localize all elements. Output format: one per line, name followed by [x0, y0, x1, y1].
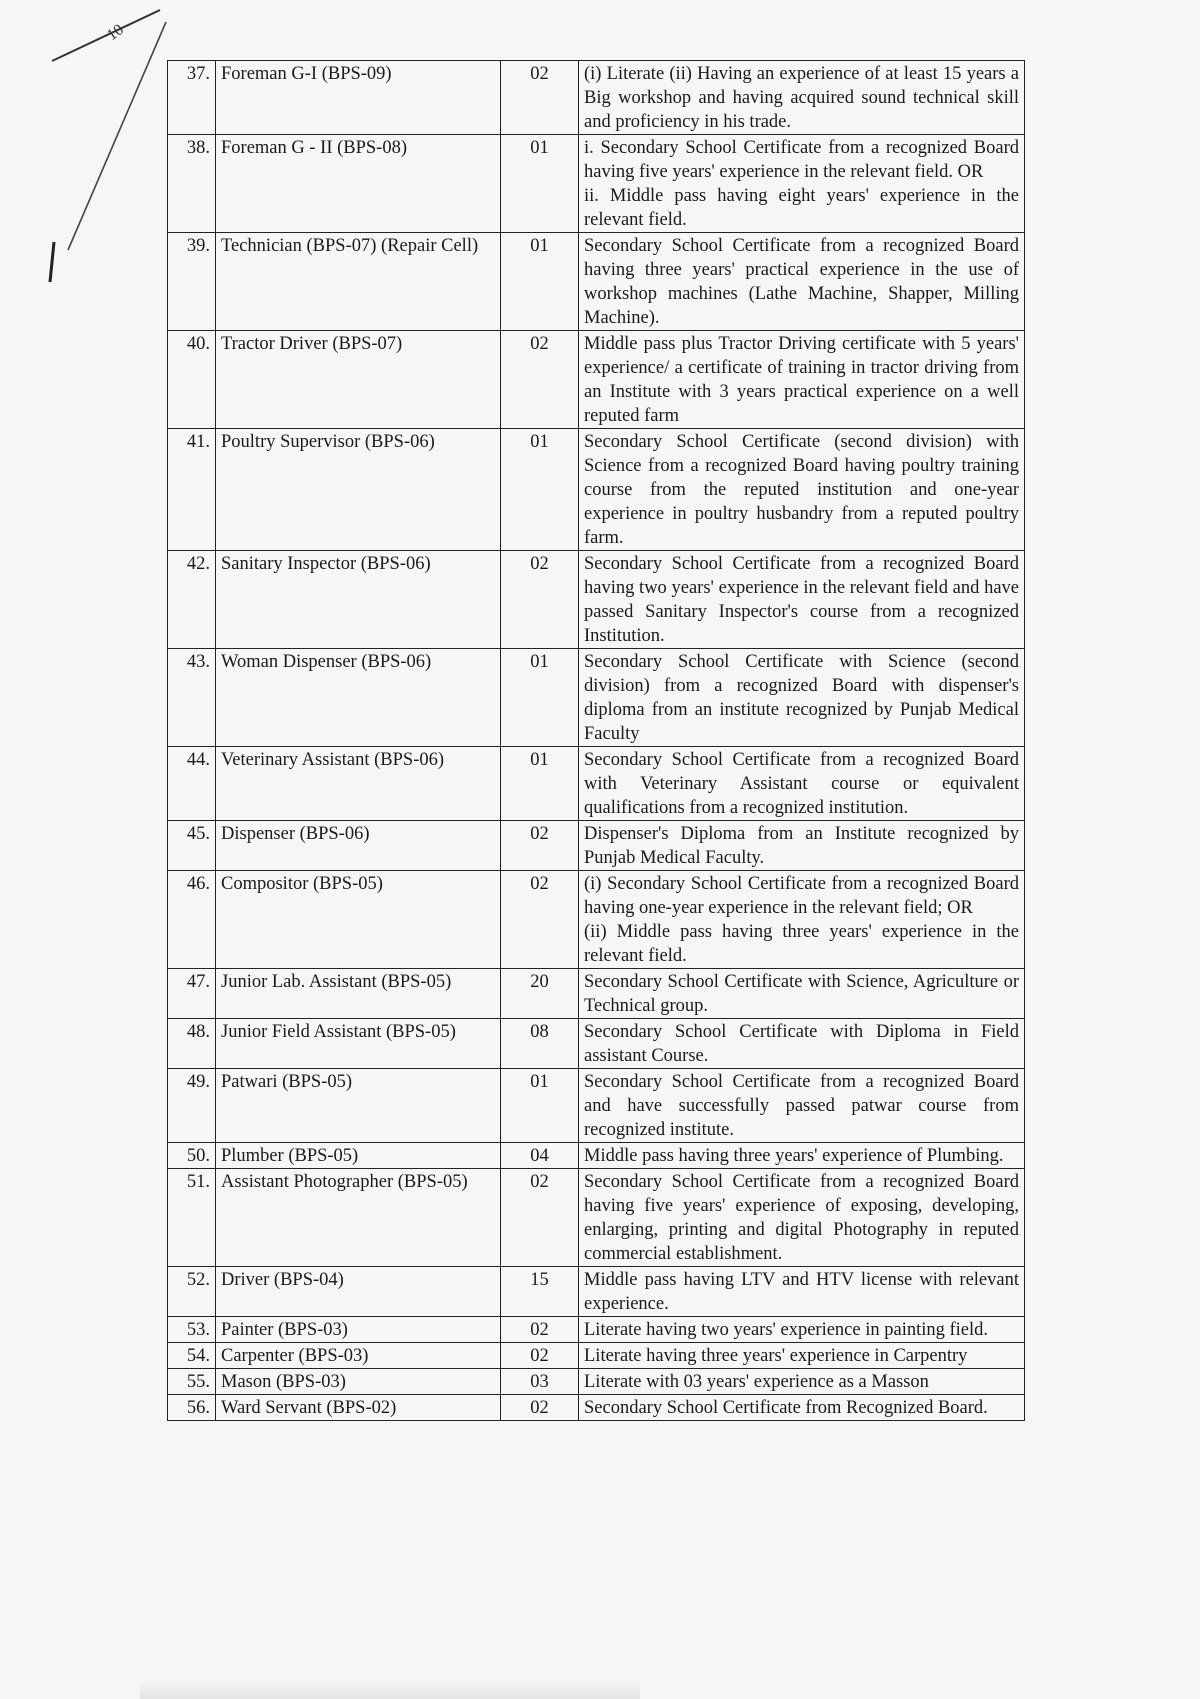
serial-number-cell: 53.: [168, 1317, 216, 1343]
table-row: [168, 747, 1025, 821]
qualification-cell: [579, 969, 1025, 1019]
serial-number-cell: 47.: [168, 969, 216, 1019]
qualification-cell: [579, 135, 1025, 233]
post-count-cell: 01: [501, 649, 579, 747]
post-name-cell: Sanitary Inspector (BPS-06): [216, 551, 501, 649]
post-name-cell: Plumber (BPS-05): [216, 1143, 501, 1169]
qualification-text: Literate having three years' experience in Carpentry: [584, 1346, 968, 1366]
serial-number-cell: 38.: [168, 135, 216, 233]
serial-number-cell: 48.: [168, 1019, 216, 1069]
serial-number-cell: 40.: [168, 331, 216, 429]
post-name-cell: Junior Lab. Assistant (BPS-05): [216, 969, 501, 1019]
serial-number-cell: 51.: [168, 1169, 216, 1267]
table-row: [168, 871, 1025, 969]
post-name-cell: Tractor Driver (BPS-07): [216, 331, 501, 429]
qualification-text: Secondary School Certificate with Science (second division) from a recognized Board with dispenser's diploma from an institute recognized by Punjab Medical Faculty: [584, 652, 1019, 744]
post-name-cell: Compositor (BPS-05): [216, 871, 501, 969]
post-count-cell: 02: [501, 821, 579, 871]
table-row: [168, 649, 1025, 747]
post-name-cell: Technician (BPS-07) (Repair Cell): [216, 233, 501, 331]
qualification-text: Literate having two years' experience in painting field.: [584, 1320, 989, 1340]
table-row: [168, 61, 1025, 135]
serial-number-cell: 46.: [168, 871, 216, 969]
post-count-cell: 02: [501, 871, 579, 969]
qualification-text: Middle pass having three years' experience of Plumbing.: [584, 1146, 1004, 1166]
qualification-cell: [579, 649, 1025, 747]
table-row: [168, 1317, 1025, 1343]
qualification-text: ii. Middle pass having eight years' experience in the relevant field.: [584, 186, 1019, 230]
post-name-cell: Veterinary Assistant (BPS-06): [216, 747, 501, 821]
post-count-cell: 04: [501, 1143, 579, 1169]
post-count-cell: 08: [501, 1019, 579, 1069]
qualification-cell: [579, 1169, 1025, 1267]
qualification-text: Secondary School Certificate with Diploma in Field assistant Course.: [584, 1022, 1019, 1066]
serial-number-cell: 55.: [168, 1369, 216, 1395]
serial-number-cell: 54.: [168, 1343, 216, 1369]
table-row: [168, 821, 1025, 871]
serial-number-cell: 44.: [168, 747, 216, 821]
post-count-cell: 02: [501, 61, 579, 135]
qualification-cell: [579, 1143, 1025, 1169]
table-row: [168, 1267, 1025, 1317]
post-count-cell: 02: [501, 1343, 579, 1369]
qualification-cell: [579, 747, 1025, 821]
post-name-cell: Junior Field Assistant (BPS-05): [216, 1019, 501, 1069]
post-name-cell: Ward Servant (BPS-02): [216, 1395, 501, 1421]
qualification-cell: [579, 331, 1025, 429]
qualification-text: Secondary School Certificate from a recognized Board with Veterinary Assistant course or equivalent qualifications from a recognized institution.: [584, 750, 1019, 818]
table-row: [168, 1069, 1025, 1143]
qualification-cell: [579, 821, 1025, 871]
qualification-text: Secondary School Certificate from a recognized Board having two years' experience in the relevant field and have passed Sanitary Inspector's course from a recognized Institution.: [584, 554, 1019, 646]
table-row: [168, 1143, 1025, 1169]
serial-number-cell: 39.: [168, 233, 216, 331]
post-name-cell: Mason (BPS-03): [216, 1369, 501, 1395]
qualification-cell: [579, 429, 1025, 551]
serial-number-cell: 56.: [168, 1395, 216, 1421]
qualification-text: Secondary School Certificate with Science, Agriculture or Technical group.: [584, 972, 1019, 1016]
qualification-cell: [579, 871, 1025, 969]
serial-number-cell: 50.: [168, 1143, 216, 1169]
post-count-cell: 20: [501, 969, 579, 1019]
qualification-cell: [579, 1267, 1025, 1317]
post-name-cell: Assistant Photographer (BPS-05): [216, 1169, 501, 1267]
qualification-text: Secondary School Certificate from a recognized Board having three years' practical experience in the use of workshop machines (Lathe Machine, Shapper, Milling Machine).: [584, 236, 1019, 328]
post-name-cell: Patwari (BPS-05): [216, 1069, 501, 1143]
serial-number-cell: 41.: [168, 429, 216, 551]
qualification-cell: [579, 1395, 1025, 1421]
qualification-text: (i) Literate (ii) Having an experience of at least 15 years a Big workshop and having acquired sound technical skill and proficiency in his trade.: [584, 64, 1019, 132]
serial-number-cell: 37.: [168, 61, 216, 135]
qualification-cell: [579, 1317, 1025, 1343]
qualification-text: Middle pass plus Tractor Driving certificate with 5 years' experience/ a certificate of training in tractor driving from an Institute with 3 years practical experience on a well reputed farm: [584, 334, 1019, 426]
post-name-cell: Poultry Supervisor (BPS-06): [216, 429, 501, 551]
qualification-cell: [579, 233, 1025, 331]
posts-table: [167, 60, 1025, 1421]
serial-number-cell: 42.: [168, 551, 216, 649]
table-row: [168, 1019, 1025, 1069]
post-count-cell: 02: [501, 551, 579, 649]
posts-table-body: [168, 61, 1025, 1421]
post-count-cell: 01: [501, 747, 579, 821]
table-row: [168, 551, 1025, 649]
qualification-cell: [579, 1069, 1025, 1143]
corner-stamp-text: 10: [103, 21, 127, 45]
serial-number-cell: 45.: [168, 821, 216, 871]
post-count-cell: 03: [501, 1369, 579, 1395]
qualification-cell: [579, 551, 1025, 649]
post-name-cell: Woman Dispenser (BPS-06): [216, 649, 501, 747]
post-name-cell: Foreman G - II (BPS-08): [216, 135, 501, 233]
post-count-cell: 01: [501, 233, 579, 331]
post-name-cell: Driver (BPS-04): [216, 1267, 501, 1317]
table-row: [168, 1395, 1025, 1421]
table-row: [168, 1369, 1025, 1395]
qualification-text: Literate with 03 years' experience as a Masson: [584, 1372, 929, 1392]
qualification-text: Secondary School Certificate (second division) with Science from a recognized Board having poultry training course from the reputed institution and one-year experience in poultry husbandry from a reputed poultry farm.: [584, 432, 1019, 548]
serial-number-cell: 43.: [168, 649, 216, 747]
post-count-cell: 01: [501, 1069, 579, 1143]
qualification-cell: [579, 1369, 1025, 1395]
post-count-cell: 15: [501, 1267, 579, 1317]
table-row: [168, 331, 1025, 429]
qualification-text: Secondary School Certificate from Recognized Board.: [584, 1398, 988, 1418]
post-name-cell: Painter (BPS-03): [216, 1317, 501, 1343]
qualification-text: Middle pass having LTV and HTV license with relevant experience.: [584, 1270, 1019, 1314]
qualification-cell: [579, 1343, 1025, 1369]
serial-number-cell: 52.: [168, 1267, 216, 1317]
post-count-cell: 02: [501, 1317, 579, 1343]
qualification-text: Secondary School Certificate from a recognized Board having five years' experience of exposing, developing, enlarging, printing and digital Photography in reputed commercial establishment.: [584, 1172, 1019, 1264]
post-count-cell: 02: [501, 1169, 579, 1267]
table-row: [168, 233, 1025, 331]
post-count-cell: 01: [501, 135, 579, 233]
serial-number-cell: 49.: [168, 1069, 216, 1143]
scan-smudge: [140, 1680, 640, 1699]
post-count-cell: 02: [501, 1395, 579, 1421]
post-name-cell: Foreman G-I (BPS-09): [216, 61, 501, 135]
table-row: [168, 135, 1025, 233]
table-row: [168, 1343, 1025, 1369]
table-row: [168, 429, 1025, 551]
qualification-text: (ii) Middle pass having three years' experience in the relevant field.: [584, 922, 1019, 966]
post-count-cell: 01: [501, 429, 579, 551]
margin-pen-stroke: [46, 20, 176, 290]
qualification-cell: [579, 1019, 1025, 1069]
qualification-text: (i) Secondary School Certificate from a recognized Board having one-year experience in the relevant field; OR: [584, 874, 1019, 918]
table-row: [168, 969, 1025, 1019]
qualification-text: Dispenser's Diploma from an Institute recognized by Punjab Medical Faculty.: [584, 824, 1019, 868]
qualification-text: i. Secondary School Certificate from a recognized Board having five years' experience in the relevant field. OR: [584, 138, 1019, 182]
qualification-text: Secondary School Certificate from a recognized Board and have successfully passed patwar course from recognized institute.: [584, 1072, 1019, 1140]
post-name-cell: Carpenter (BPS-03): [216, 1343, 501, 1369]
post-name-cell: Dispenser (BPS-06): [216, 821, 501, 871]
qualification-cell: [579, 61, 1025, 135]
table-row: [168, 1169, 1025, 1267]
post-count-cell: 02: [501, 331, 579, 429]
